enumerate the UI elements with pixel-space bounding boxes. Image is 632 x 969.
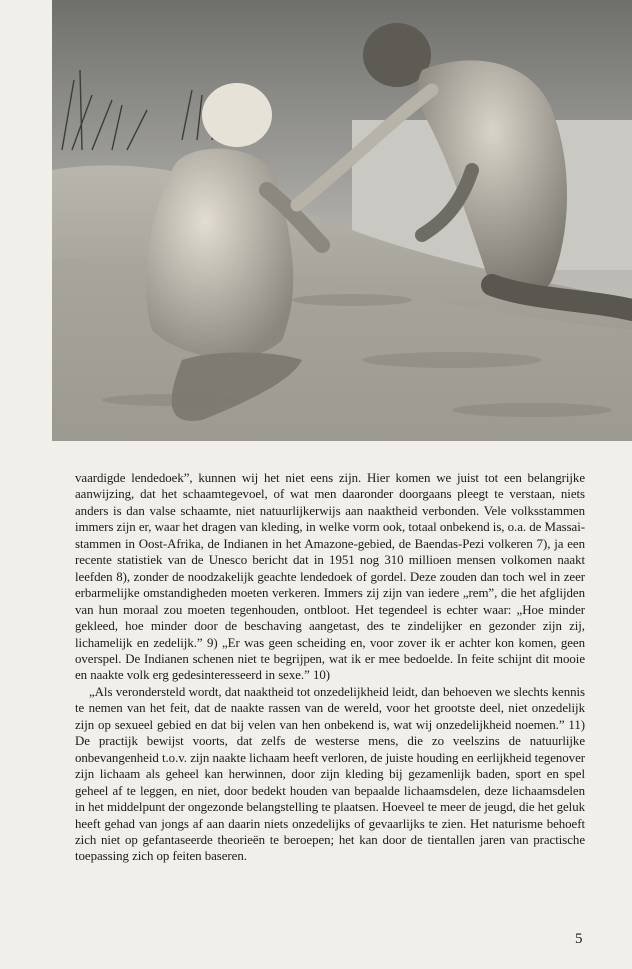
body-text bbox=[75, 470, 585, 865]
page-number: 5 bbox=[575, 931, 583, 947]
body-paragraph-1: vaardigde lendedoek”, kunnen wij het niet eens zijn. Hier komen we juist tot een belangrijke aanwijzing, dat het schaamtegevoel, of wat men daaronder doorgaans pleegt te verstaan, niets anders is dan valse schaamte, niet natuurlijkerwijs aan naaktheid verbonden. Vele volksstammen immers zijn er, waar het dragen van kleding, in welke vorm ook, totaal onbekend is, o.a. de Massai-stammen in Oost-Afrika, de Indianen in het Amazone-gebied, de Baendas-Pezi volkeren 7), ja een recente statistiek van de Unesco bericht dat in 1951 nog 310 millioen mensen volkomen naakt leefden 8), zonder de noodzakelijk geachte lendedoek of gordel. Deze zouden dan toch wel in zeer erbarmelijke omstandigheden moeten verkeren. Immers zij zijn van iedere „rem”, die het afglijden van hun moraal zou moeten tegenhouden, ontbloot. Het tegendeel is echter waar: „Hoe minder gekleed, hoe minder door de beschaving aangetast, des te zindelijker en gezonder zijn zij, lichamelijk en zedelijk.” 9) „Er was geen scheiding en, voor zover ik er achter kon komen, geen overspel. De Indianen schenen niet te begrijpen, wat ik er mee bedoelde. In feite schijnt dit mooie en naakte volk erg gedesinteresseerd in sexe.” 10) bbox=[75, 471, 585, 683]
photograph-image bbox=[52, 0, 632, 441]
photograph bbox=[52, 0, 632, 441]
body-paragraph-2: „Als verondersteld wordt, dat naaktheid tot onzedelijkheid leidt, dan behoeven we slechts kennis te nemen van het feit, dat de naakte rassen van de wereld, voor het grootste deel, niet onzedelijk zijn op sexueel gebied en dat bij velen van hen onbekend is, wat wij onzedelijkheid noemen.” 11) De practijk bewijst voorts, dat zelfs de westerse mens, die zo veelszins de natuurlijke onbevangenheid t.o.v. zijn naakte lichaam heeft verloren, de juiste houding en eerlijkheid tegenover zijn lichaam als geheel kan herwinnen, door zijn kleding bij gezamenlijk baden, sport en spel geheel af te leggen, en niet, door bedekt houden van bepaalde lichaamsdelen, deze lichaamsdelen in het middelpunt der ongezonde belangstelling te plaatsen. Hoeveel te meer de jeugd, die het geluk heeft gehad van jongs af aan daarin niets onzedelijks of gevaarlijks te zien. Het naturisme behoeft zich niet op gefantaseerde theorieën te beroepen; het kan door de tientallen jaren van practische toepassing zich op feiten baseren. bbox=[75, 684, 585, 864]
